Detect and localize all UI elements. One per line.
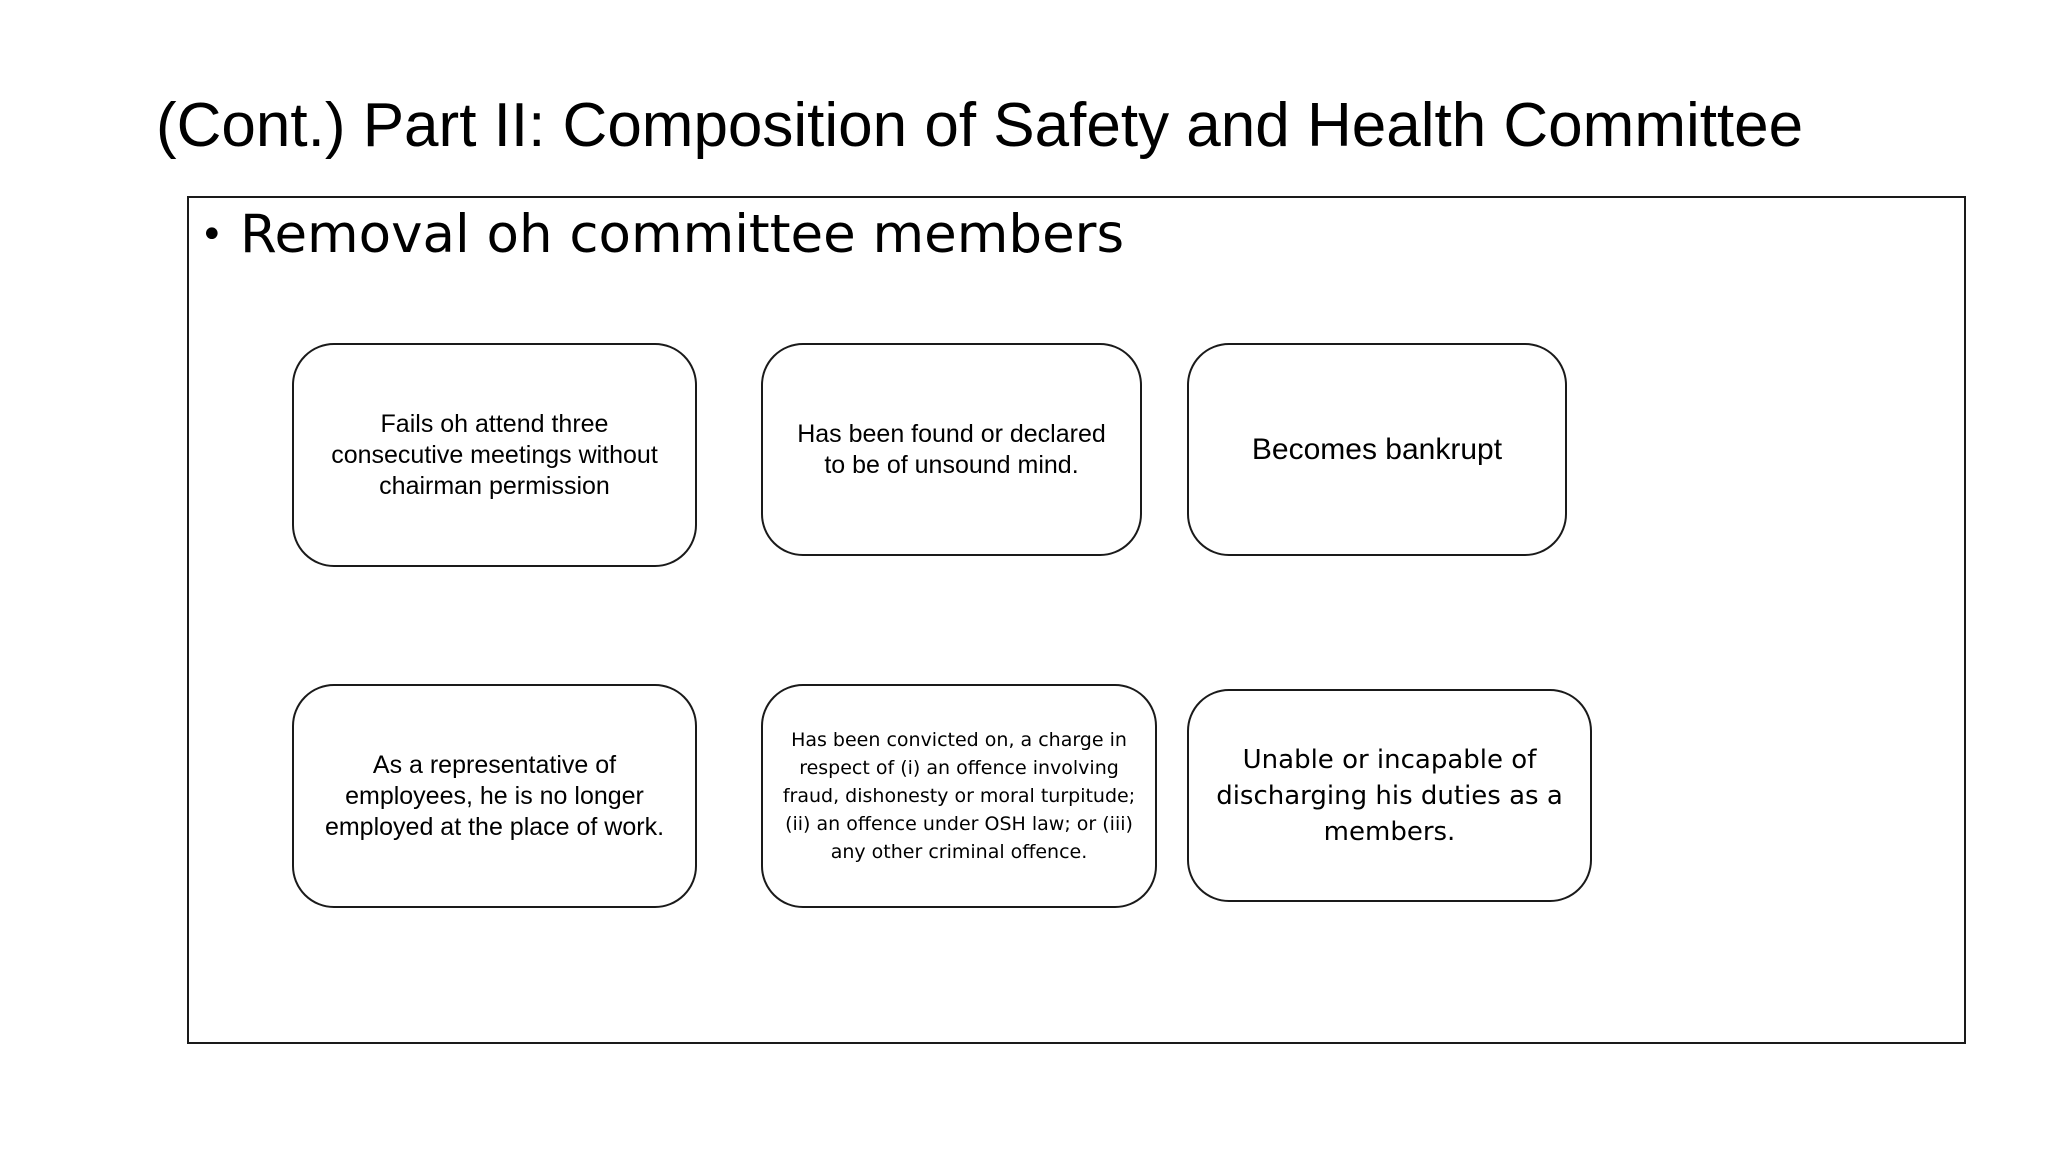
- box-text: As a representative of employees, he is no longer employed at the place of work.: [324, 750, 665, 841]
- box-text: Fails oh attend three consecutive meetings without chairman permission: [331, 409, 658, 500]
- bullet-marker: •: [200, 212, 224, 258]
- removal-reason-box-unsound-mind: [761, 343, 1142, 556]
- removal-reason-box-convicted: [761, 684, 1157, 908]
- removal-reason-box-incapable: [1187, 689, 1592, 902]
- content-frame: [187, 196, 1966, 1044]
- removal-reason-box-no-longer-employed: [292, 684, 697, 908]
- removal-reason-box-bankrupt: [1187, 343, 1567, 556]
- removal-reason-box-absence: [292, 343, 697, 567]
- box-text: Unable or incapable of discharging his duties as a members.: [1216, 744, 1563, 847]
- box-text: Has been convicted on, a charge in respect of (i) an offence involving fraud, dishonesty or moral turpitude; (ii) an offence under OSH law; or (iii) any other criminal offence.: [782, 729, 1136, 863]
- bullet-text: Removal oh committee members: [240, 204, 1125, 265]
- box-text: Becomes bankrupt: [1251, 432, 1503, 466]
- slide-title: (Cont.) Part II: Composition of Safety and Health Committee: [156, 91, 1804, 160]
- box-text: Has been found or declared to be of unsound mind.: [797, 419, 1106, 479]
- bullet-item: [200, 200, 1124, 270]
